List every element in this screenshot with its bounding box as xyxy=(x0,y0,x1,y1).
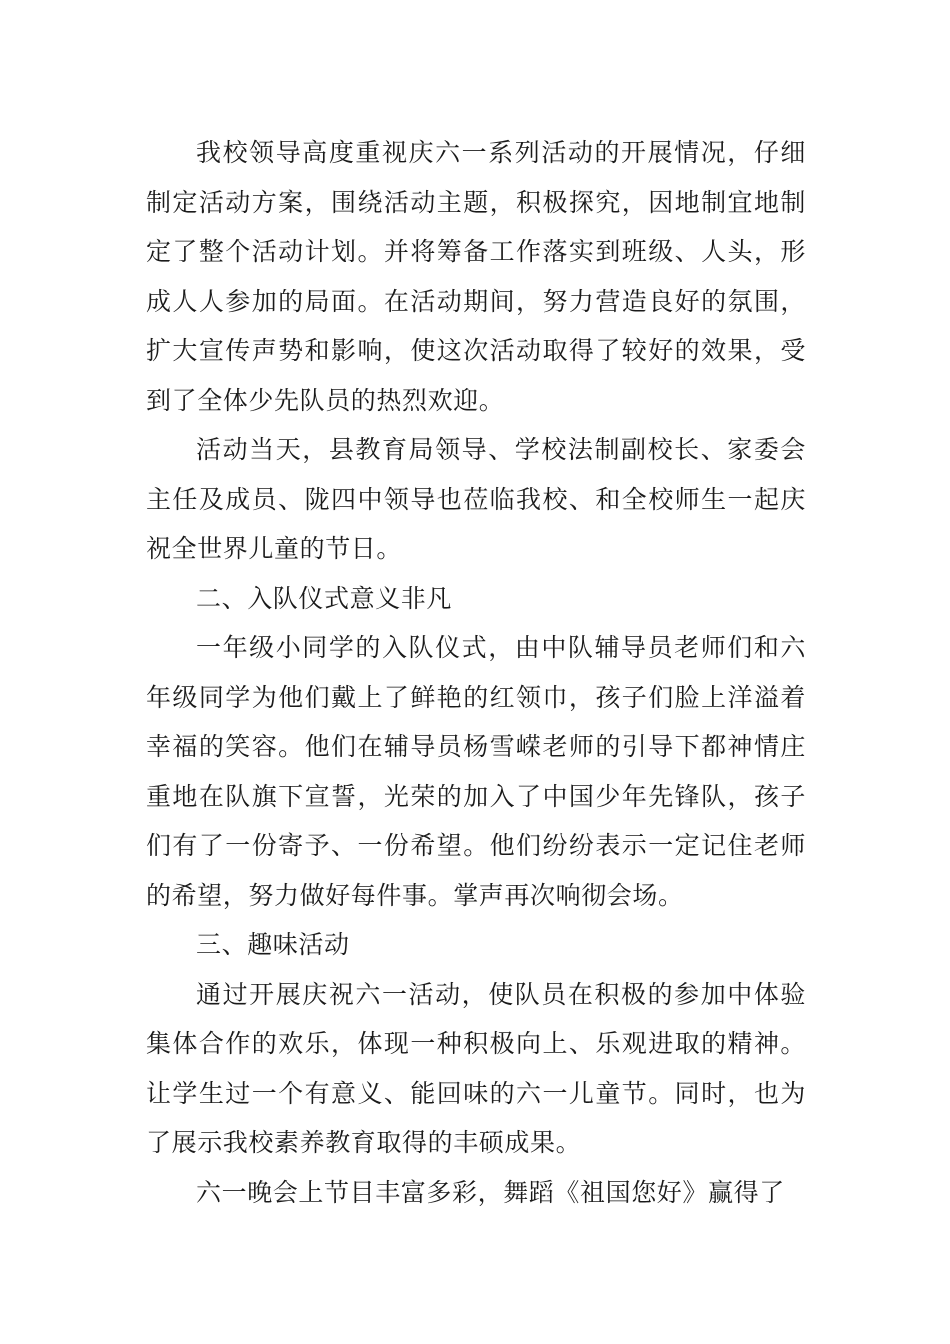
paragraph-intro: 我校领导高度重视庆六一系列活动的开展情况，仔细制定活动方案，围绕活动主题，积极探究，因地制宜地制定了整个活动计划。并将筹备工作落实到班级、人头，形成人人参加的局面。在活动期间，努力营造良好的氛围，扩大宣传声势和影响，使这次活动取得了较好的效果，受到了全体少先队员的热烈欢迎。 xyxy=(146,138,806,415)
document-body xyxy=(146,128,806,1217)
paragraph-induction: 一年级小同学的入队仪式，由中队辅导员老师们和六年级同学为他们戴上了鲜艳的红领巾，孩子们脸上洋溢着幸福的笑容。他们在辅导员杨雪嵘老师的引导下都神情庄重地在队旗下宣誓，光荣的加入了中国少年先锋队，孩子们有了一份寄予、一份希望。他们纷纷表示一定记住老师的希望，努力做好每件事。掌声再次响彻会场。 xyxy=(146,633,806,910)
section-heading-activities: 三、趣味活动 xyxy=(196,930,350,959)
paragraph-guests: 活动当天，县教育局领导、学校法制副校长、家委会主任及成员、陇四中领导也莅临我校、和全校师生一起庆祝全世界儿童的节日。 xyxy=(146,435,806,563)
paragraph-gala: 六一晚会上节目丰富多彩，舞蹈《祖国您好》赢得了 xyxy=(196,1177,785,1207)
paragraph-activities: 通过开展庆祝六一活动，使队员在积极的参加中体验集体合作的欢乐，体现一种积极向上、乐观进取的精神。让学生过一个有意义、能回味的六一儿童节。同时，也为了展示我校素养教育取得的丰硕成果。 xyxy=(146,979,806,1157)
section-heading-induction: 二、入队仪式意义非凡 xyxy=(196,583,453,613)
